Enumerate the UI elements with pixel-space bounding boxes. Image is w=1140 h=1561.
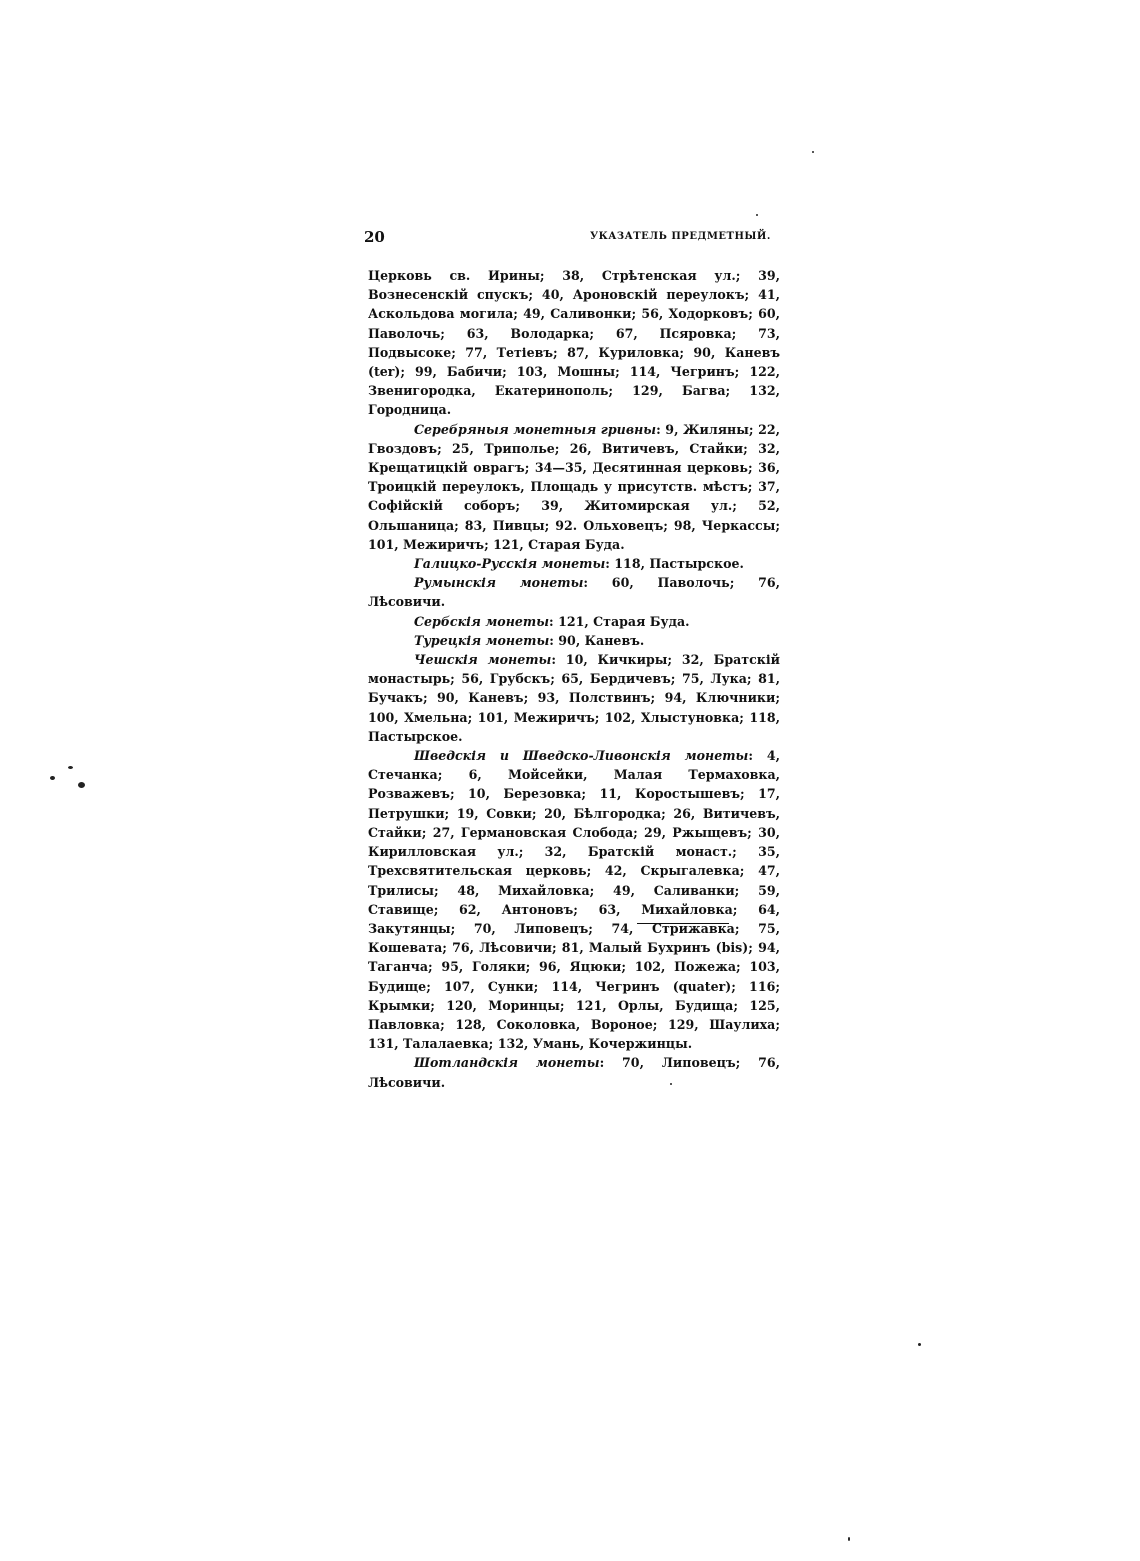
entry-term: Чешскія монеты <box>414 652 552 668</box>
index-entry-scottish-coins <box>368 1053 780 1091</box>
running-title: УКАЗАТЕЛЬ ПРЕДМЕТНЫЙ. <box>590 231 771 242</box>
entry-text: : 4, Стечанка; 6, Мойсейки, Малая Термаховка, Розважевъ; 10, Березовка; 11, Коростышевъ; 17, Петрушки; 19, Совки; 20, Бѣлгородка; 26, Витичевъ, Стайки; 27, Германовская Слобода; 29, Ржыщевъ; 30, Кирилловская ул.; 32, Братскій монаст.; 35, Трехсвятительская церковь; 42, Скрыгалевка; 47, Трилисы; 48, Михайловка; 49, Саливанки; 59, Ставище; 62, Антоновъ; 63, Михайловка; 64, Закутянцы; 70, Липовецъ; 74, Стрижавка; 75, Кошевата; 76, Лѣсовичи; 81, Малый Бухринъ (bis); 94, Таганча; 95, Голяки; 96, Яцюки; 102, Пожежа; 103, Будище; 107, Сунки; 114, Чегринъ (quater); 116; Крымки; 120, Моринцы; 121, Орлы, Будища; 125, Павловка; 128, Соколовка, Вороное; 129, Шаулиха; 131, Талалаевка; 132, Умань, Кочержинцы. <box>368 748 780 1052</box>
entry-text: Церковь св. Ирины; 38, Стрѣтенская ул.; 39, Вознесенскій спускъ; 40, Ароновскій переулокъ; 41, Аскольдова могила; 49, Саливонки; 56, Ходорковъ; 60, Паволочь; 63, Володарка; 67, Псяровка; 73, Подвысоке; 77, Тетіевъ; 87, Куриловка; 90, Каневъ (ter); 99, Бабичи; 103, Мошны; 114, Чегринъ; 122, Звенигородка, Екатеринополь; 129, Багва; 132, Городница. <box>368 268 780 418</box>
entry-text: : 121, Старая Буда. <box>549 613 690 629</box>
scan-speck <box>918 1343 921 1346</box>
page-number: 20 <box>364 228 385 246</box>
entry-term: Шотландскія монеты <box>414 1055 600 1071</box>
entry-text: : 10, Кичкиры; 32, Братскій монастырь; 56, Грубскъ; 65, Бердичевъ; 75, Лука; 81, Бучакъ; 90, Каневъ; 93, Полствинъ; 94, Ключники; 100, Хмельна; 101, Межиричъ; 102, Хлыстуновка; 118, Пастырское. <box>368 652 780 744</box>
entry-text: : 70, Липовецъ; 76, Лѣсовичи. <box>368 1055 781 1090</box>
index-entry-czech-coins <box>368 650 780 746</box>
scan-speck <box>812 151 814 153</box>
scan-speck <box>756 214 758 216</box>
entry-text: : 60, Паволочь; 76, Лѣсовичи. <box>368 575 780 610</box>
entry-text: : 90, Каневъ. <box>549 632 645 648</box>
index-entry-galician-coins <box>368 554 780 573</box>
entry-term: Румынскія монеты <box>414 575 584 591</box>
scan-speck <box>78 782 85 788</box>
scan-speck <box>68 766 73 769</box>
index-entry-turkish-coins <box>368 631 780 650</box>
scan-speck <box>848 1537 850 1541</box>
index-text-block <box>368 266 780 1092</box>
index-entry-romanian-coins <box>368 573 780 611</box>
closing-rule <box>637 923 729 924</box>
entry-text: : 9, Жиляны; 22, Гвоздовъ; 25, Триполье; 26, Витичевъ, Стайки; 32, Крещатицкій оврагъ; 34—35, Десятинная церковь; 36, Троицкій переулокъ, Площадь у присутств. мѣстъ; 37, Софійскій соборъ; 39, Житомирская ул.; 52, Ольшаница; 83, Пивцы; 92. Ольховецъ; 98, Черкассы; 101, Межиричъ; 121, Старая Буда. <box>368 421 780 552</box>
entry-term: Галицко-Русскія монеты <box>414 556 606 572</box>
scan-speck <box>670 1083 672 1085</box>
scan-speck <box>50 776 55 780</box>
index-entry-serbian-coins <box>368 612 780 631</box>
entry-term: Серебряныя монетныя гривны <box>414 421 657 437</box>
index-entry-swedish-coins <box>368 746 780 1053</box>
entry-term: Сербскія монеты <box>414 613 550 629</box>
entry-term: Шведскія и Шведско-Ливонскія монеты <box>414 748 749 764</box>
entry-text: : 118, Пастырское. <box>605 556 744 572</box>
index-entry-continuation <box>368 266 780 420</box>
index-entry-silver-grivnas <box>368 420 780 554</box>
entry-term: Турецкія монеты <box>414 632 550 648</box>
